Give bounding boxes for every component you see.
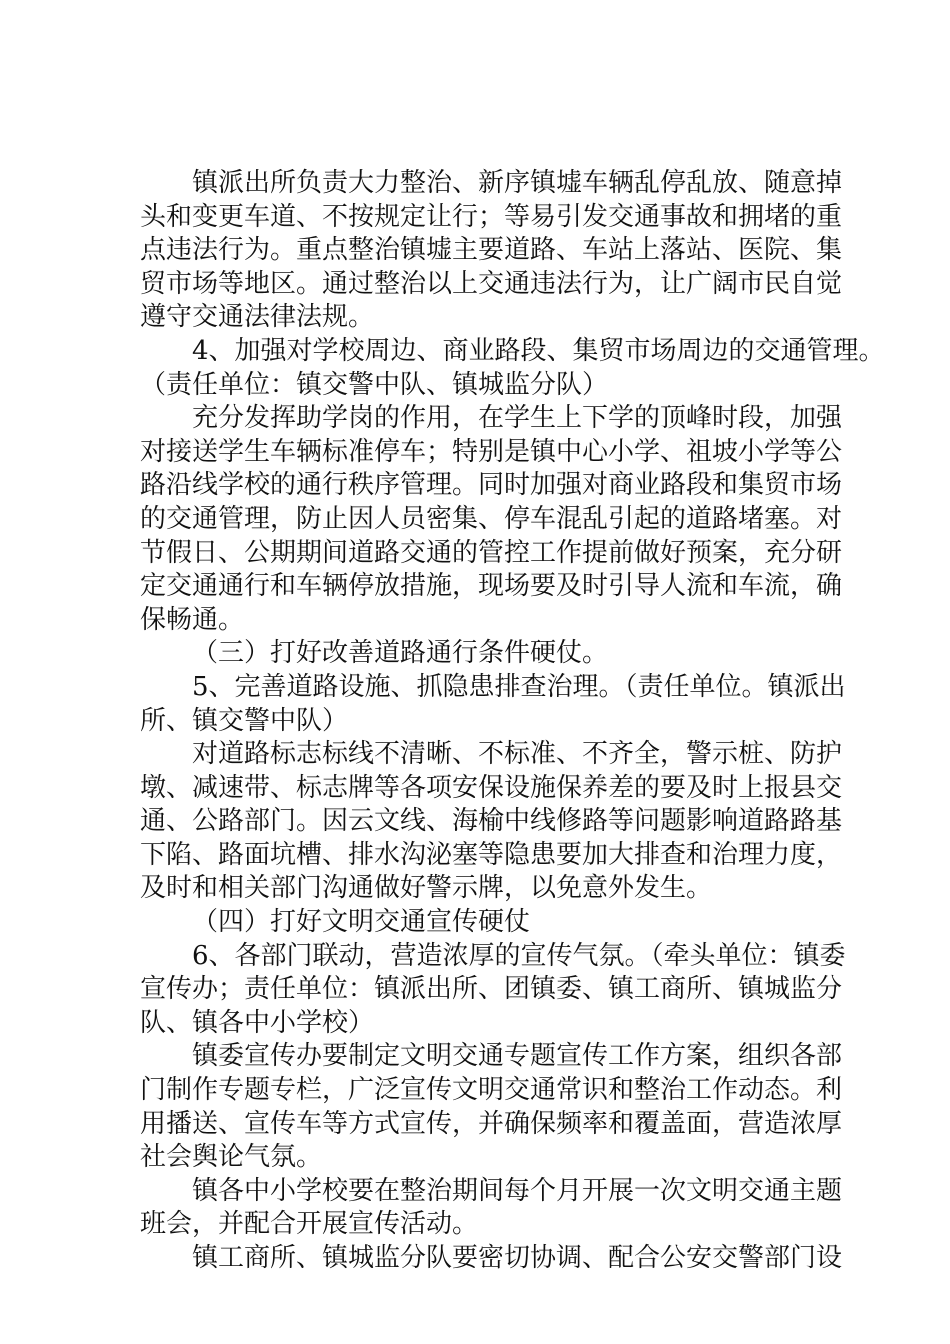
item-6-heading xyxy=(140,940,846,1041)
text-line: 镇派出所负责大力整治、新序镇墟车辆乱停乱放、随意掉 xyxy=(192,168,843,198)
text-line: 及时和相关部门沟通做好警示牌，以免意外发生。 xyxy=(140,873,713,904)
text-line: 路沿线学校的通行秩序管理。同时加强对商业路段和集贸市场 xyxy=(140,470,843,501)
text-line: 门制作专题专栏，广泛宣传文明交通常识和整治工作动态。利 xyxy=(140,1075,843,1106)
text-line: 4、加强对学校周边、商业路段、集贸市场周边的交通管理。 xyxy=(192,335,885,366)
text-line: 充分发挥助学岗的作用，在学生上下学的顶峰时段，加强 xyxy=(192,403,843,434)
paragraph-schools xyxy=(140,1175,843,1242)
text-line: 用播送、宣传车等方式宣传，并确保频率和覆盖面，营造浓厚 xyxy=(140,1108,843,1139)
text-line: 墩、减速带、标志牌等各项安保设施保养差的要及时上报县交 xyxy=(140,772,843,803)
text-line: 镇工商所、镇城监分队要密切协调、配合公安交警部门设 xyxy=(192,1243,843,1273)
section-3-heading xyxy=(140,637,820,671)
paragraph-police-enforcement xyxy=(140,167,843,335)
paragraph-road-facilities xyxy=(140,738,843,906)
text-line: 宣传办；责任单位：镇派出所、团镇委、镇工商所、镇城监分 xyxy=(140,974,843,1005)
document-body xyxy=(140,167,885,1276)
text-line: 节假日、公期期间道路交通的管控工作提前做好预案，充分研 xyxy=(140,537,843,568)
text-line: 点违法行为。重点整治镇墟主要道路、车站上落站、医院、集 xyxy=(140,235,843,266)
text-line: 对道路标志标线不清晰、不标准、不齐全，警示桩、防护 xyxy=(192,739,843,770)
text-line: （四）打好文明交通宣传硬仗 xyxy=(192,907,531,938)
text-line: 班会，并配合开展宣传活动。 xyxy=(140,1209,479,1240)
text-line: 队、镇各中小学校） xyxy=(140,1007,375,1038)
paragraph-school-traffic xyxy=(140,402,843,637)
text-line: 对接送学生车辆标准停车；特别是镇中心小学、祖坡小学等公 xyxy=(140,436,843,467)
text-line: 下陷、路面坑槽、排水沟泌塞等隐患要加大排查和治理力度， xyxy=(140,839,843,870)
text-line: 定交通通行和车辆停放措施，现场要及时引导人流和车流，确 xyxy=(140,571,843,602)
text-line: 所、镇交警中队） xyxy=(140,705,349,736)
item-5-heading xyxy=(140,671,846,738)
item-4-heading xyxy=(140,335,885,402)
text-line: 的交通管理，防止因人员密集、停车混乱引起的道路堵塞。对 xyxy=(140,503,843,534)
text-line: 通、公路部门。因云文线、海榆中线修路等问题影响道路路基 xyxy=(140,806,843,837)
text-line: 社会舆论气氛。 xyxy=(140,1142,323,1173)
text-line: 贸市场等地区。通过整治以上交通违法行为，让广阔市民自觉 xyxy=(140,268,843,299)
text-line: 保畅通。 xyxy=(140,604,245,635)
paragraph-publicity-office xyxy=(140,1040,843,1174)
section-4-heading xyxy=(140,906,820,940)
text-line: 镇各中小学校要在整治期间每个月开展一次文明交通主题 xyxy=(192,1175,843,1206)
paragraph-commerce-bureau xyxy=(140,1242,843,1276)
text-line: 镇委宣传办要制定文明交通专题宣传工作方案，组织各部 xyxy=(192,1041,843,1072)
text-line: （责任单位：镇交警中队、镇城监分队） xyxy=(140,369,609,400)
text-line: 遵守交通法律法规。 xyxy=(140,302,375,333)
text-line: 5、完善道路设施、抓隐患排查治理。（责任单位。镇派出 xyxy=(192,671,846,702)
text-line: 6、各部门联动，营造浓厚的宣传气氛。（牵头单位：镇委 xyxy=(192,940,846,971)
text-line: （三）打好改善道路通行条件硬仗。 xyxy=(192,638,609,669)
text-line: 头和变更车道、不按规定让行；等易引发交通事故和拥堵的重 xyxy=(140,201,843,232)
